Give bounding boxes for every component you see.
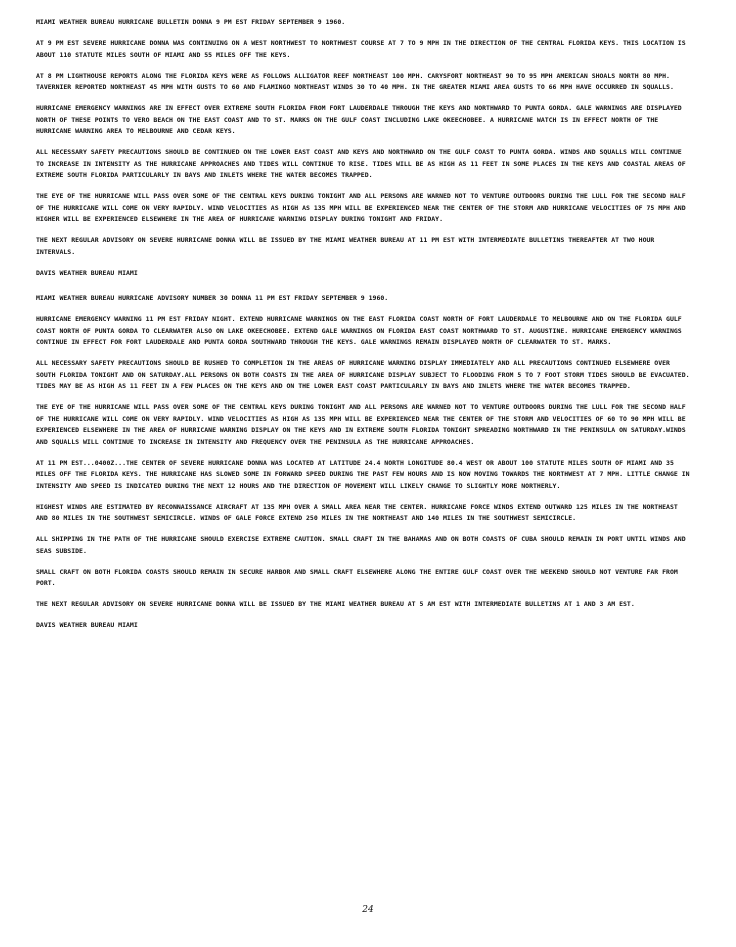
advisory-paragraph: HIGHEST WINDS ARE ESTIMATED BY RECONNAISSANCE AIRCRAFT AT 135 MPH OVER A SMALL AREA NEAR THE CENTER. HURRICANE FORCE WINDS EXTEND OUTWARD 125 MILES IN THE NORTHEAST AND 80 MILES IN THE SOUTHWEST SEMICIRCLE. WINDS OF GALE FORCE EXTEND 250 MILES IN THE NORTHEAST AND 140 MILES IN THE SOUTHWEST SEMICIRCLE. bbox=[36, 502, 678, 522]
advisory-paragraph: THE EYE OF THE HURRICANE WILL PASS OVER SOME OF THE CENTRAL KEYS DURING TONIGHT AND ALL PERSONS ARE WARNED NOT TO VENTURE OUTDOORS DURING THE LULL FOR THE SECOND HALF OF THE HURRICANE WILL COME ON VERY RAPIDLY. WIND VELOCITIES AS HIGH AS 135 MPH WILL BE EXPERIENCED NEAR THE CENTER OF THE STORM AND VELOCITIES OF 60 TO 90 MPH WILL BE EXPERIENCED ELSEWHERE IN THE AREA OF HURRICANE WARNING DISPLAY ON THE KEYS AND IN EXTREME SOUTH FLORIDA TONIGHT SPREADING NORTHWARD IN THE PENINSULA ON SATURDAY.WINDS AND SQUALLS WILL CONTINUE TO INCREASE IN INTENSITY AND FREQUENCY OVER THE PENINSULA AS THE HURRICANE APPROACHES. bbox=[36, 403, 686, 446]
advisory-paragraph: THE NEXT REGULAR ADVISORY ON SEVERE HURRICANE DONNA WILL BE ISSUED BY THE MIAMI WEATHER BUREAU AT 5 AM EST WITH INTERMEDIATE BULLETINS AT 1 AND 3 AM EST. bbox=[36, 600, 635, 608]
advisory-header: MIAMI WEATHER BUREAU HURRICANE ADVISORY NUMBER 30 DONNA 11 PM EST FRIDAY SEPTEMBER 9 1960. bbox=[36, 294, 389, 302]
page-number: 24 bbox=[362, 905, 374, 915]
advisory-paragraph: HURRICANE EMERGENCY WARNING 11 PM EST FRIDAY NIGHT. EXTEND HURRICANE WARNINGS ON THE EAST FLORIDA COAST NORTH OF FORT LAUDERDALE TO MELBOURNE AND ON THE FLORIDA GULF COAST NORTH OF PUNTA GORDA TO CLEARWATER ALSO ON LAKE OKEECHOBEE. EXTEND GALE WARNINGS ON FLORIDA EAST COAST NORTHWARD TO ST. AUGUSTINE. HURRICANE EMERGENCY WARNINGS CONTINUE IN EFFECT FOR FORT LAUDERDALE AND PUNTA GORDA SOUTHWARD THROUGH THE KEYS. GALE WARNINGS REMAIN DISPLAYED NORTH OF CLEARWATER TO ST. MARKS. bbox=[36, 315, 682, 346]
advisory-paragraph: ALL SHIPPING IN THE PATH OF THE HURRICANE SHOULD EXERCISE EXTREME CAUTION. SMALL CRAFT IN THE BAHAMAS AND ON BOTH COASTS OF CUBA SHOULD REMAIN IN PORT UNTIL WINDS AND SEAS SUBSIDE. bbox=[36, 535, 686, 555]
bulletin-paragraph: AT 8 PM LIGHTHOUSE REPORTS ALONG THE FLORIDA KEYS WERE AS FOLLOWS ALLIGATOR REEF NORTHEAST 100 MPH. CARYSFORT NORTHEAST 90 TO 95 MPH AMERICAN SHOALS NORTH 80 MPH. TAVERNIER REPORTED NORTHEAST 45 MPH WITH GUSTS TO 60 AND FLAMINGO NORTHEAST WINDS 30 TO 40 MPH. IN THE GREATER MIAMI AREA GUSTS TO 66 MPH HAVE OCCURRED IN SQUALLS. bbox=[36, 71, 674, 91]
bulletin-paragraph: AT 9 PM EST SEVERE HURRICANE DONNA WAS CONTINUING ON A WEST NORTHWEST TO NORTHWEST COURSE AT 7 TO 9 MPH IN THE DIRECTION OF THE CENTRAL FLORIDA KEYS. THIS LOCATION IS ABOUT 110 STATUTE MILES SOUTH OF MIAMI AND 55 MILES OFF THE KEYS. bbox=[36, 39, 686, 59]
advisory-paragraph: ALL NECESSARY SAFETY PRECAUTIONS SHOULD BE RUSHED TO COMPLETION IN THE AREAS OF HURRICANE WARNING DISPLAY IMMEDIATELY AND ALL PRECAUTIONS CONTINUED ELSEWHERE OVER SOUTH FLORIDA TONIGHT AND ON SATURDAY.ALL PERSONS ON BOTH COASTS IN THE AREA OF HURRICANE DISPLAY SUBJECT TO FLOODING FROM 5 TO 7 FOOT STORM TIDES SHOULD BE EVACUATED. TIDES MAY BE AS HIGH AS 11 FEET IN A FEW PLACES ON THE KEYS AND ON THE LOWER EAST COAST PARTICULARLY IN BAYS AND INLETS WHERE THE WATER BECOMES TRAPPED. bbox=[36, 359, 690, 390]
advisory-signature: DAVIS WEATHER BUREAU MIAMI bbox=[36, 621, 138, 629]
bulletin-paragraph: THE EYE OF THE HURRICANE WILL PASS OVER SOME OF THE CENTRAL KEYS DURING TONIGHT AND ALL PERSONS ARE WARNED NOT TO VENTURE OUTDOORS DURING THE LULL FOR THE SECOND HALF OF THE HURRICANE WILL COME ON VERY RAPIDLY. WIND VELOCITIES AS HIGH AS 135 MPH WILL BE EXPERIENCED NEAR THE CENTER OF THE STORM AND HURRICANE VELOCITIES OF 75 MPH AND HIGHER WILL BE EXPERIENCED ELSEWHERE IN THE AREA OF HURRICANE WARNING DISPLAY DURING TONIGHT AND FRIDAY. bbox=[36, 192, 686, 223]
advisory-paragraph: SMALL CRAFT ON BOTH FLORIDA COASTS SHOULD REMAIN IN SECURE HARBOR AND SMALL CRAFT ELSEWHERE ALONG THE ENTIRE GULF COAST OVER THE WEEKEND SHOULD NOT VENTURE FAR FROM PORT. bbox=[36, 567, 678, 587]
bulletin-paragraph: HURRICANE EMERGENCY WARNINGS ARE IN EFFECT OVER EXTREME SOUTH FLORIDA FROM FORT LAUDERDALE THROUGH THE KEYS AND NORTHWARD TO PUNTA GORDA. GALE WARNINGS ARE DISPLAYED NORTH OF THESE POINTS TO VERO BEACH ON THE EAST COAST AND TO ST. MARKS ON THE GULF COAST INCLUDING LAKE OKEECHOBEE. A HURRICANE WATCH IS IN EFFECT NORTH OF THE HURRICANE WARNING AREA TO MELBOURNE AND CEDAR KEYS. bbox=[36, 104, 682, 135]
bulletin-signature: DAVIS WEATHER BUREAU MIAMI bbox=[36, 268, 138, 277]
bulletin-paragraph: ALL NECESSARY SAFETY PRECAUTIONS SHOULD BE CONTINUED ON THE LOWER EAST COAST AND KEYS AND NORTHWARD ON THE GULF COAST TO PUNTA GORDA. WINDS AND SQUALLS WILL CONTINUE TO INCREASE IN INTENSITY AS THE HURRICANE APPROACHES AND TIDES WILL CONTINUE TO RISE. TIDES WILL BE AS HIGH AS 11 FEET IN SOME PLACES IN THE KEYS AND COASTAL AREAS OF EXTREME SOUTH FLORIDA PARTICULARLY IN BAYS AND INLETS WHERE THE WATER BECOMES TRAPPED. bbox=[36, 148, 686, 179]
bulletin-paragraph: THE NEXT REGULAR ADVISORY ON SEVERE HURRICANE DONNA WILL BE ISSUED BY THE MIAMI WEATHER BUREAU AT 11 PM EST WITH INTERMEDIATE BULLETINS THEREAFTER AT TWO HOUR INTERVALS. bbox=[36, 236, 655, 256]
advisory-paragraph: AT 11 PM EST...0400Z...THE CENTER OF SEVERE HURRICANE DONNA WAS LOCATED AT LATITUDE 24.4 NORTH LONGITUDE 80.4 WEST OR ABOUT 100 STATUTE MILES SOUTH OF MIAMI AND 35 MILES OFF THE FLORIDA KEYS. THE HURRICANE HAS SLOWED SOME IN FORWARD SPEED DURING THE PAST FEW HOURS AND IS NOW MOVING TOWARDS THE NORTHWEST AT 7 MPH. LITTLE CHANGE IN INTENSITY AND SPEED IS INDICATED DURING THE NEXT 12 HOURS AND THE DIRECTION OF MOVEMENT WILL LIKELY CHANGE TO SLIGHTLY MORE NORTHERLY. bbox=[36, 458, 690, 490]
bulletin-header: MIAMI WEATHER BUREAU HURRICANE BULLETIN DONNA 9 PM EST FRIDAY SEPTEMBER 9 1960. bbox=[36, 18, 346, 26]
